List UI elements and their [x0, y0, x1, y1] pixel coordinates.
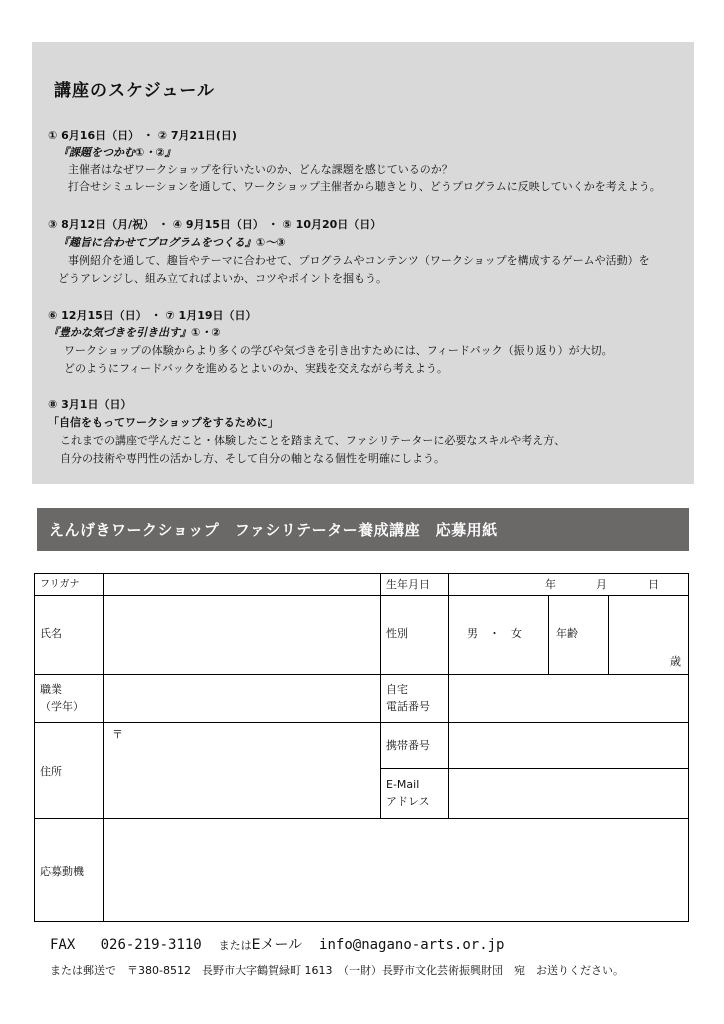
form-border [688, 573, 689, 922]
birth-day-unit: 日 [648, 578, 659, 591]
email-address: info@nagano-arts.or.jp [319, 937, 505, 953]
session-desc-1a: 主催者はなぜワークショップを行いたいのか、どんな課題を感じているのか？ [68, 163, 453, 176]
form-border [34, 573, 35, 922]
postal-mark: 〒 [112, 728, 123, 741]
name-label: 氏名 [40, 627, 62, 640]
form-rule [380, 768, 689, 769]
motivation-label: 応募動機 [40, 865, 84, 878]
mobile-label: 携帯番号 [386, 739, 430, 752]
session-desc-4a: これまでの講座で学んだこと・体験したことを踏まえて、ファシリテーターに必要なスキルや考え方、 [60, 434, 566, 447]
session-desc-2b: どうアレンジし、組み立てればよいか、コツやポイントを掴もう。 [58, 272, 388, 285]
session-theme-1: 『課題をつかむ①・②』 [58, 146, 176, 159]
schedule-title: 講座のスケジュール [54, 81, 215, 101]
address-label: 住所 [40, 765, 62, 778]
session-desc-4b: 自分の技術や専門性の活かし方、そして自分の軸となる個性を明確にしよう。 [60, 452, 445, 465]
session-dates-1: ① 6月16日（日） ・ ② 7月21日(日) [48, 129, 237, 142]
form-rule [548, 595, 549, 675]
gender-label: 性別 [386, 627, 408, 640]
form-rule [103, 573, 104, 922]
grade-label: （学年） [40, 700, 84, 713]
form-rule [608, 595, 609, 675]
age-unit: 歳 [670, 655, 681, 668]
session-dates-2: ③ 8月12日（月/祝） ・ ④ 9月15日（日） ・ ⑤ 10月20日（日） [48, 218, 382, 231]
session-desc-2a: 事例紹介を通して、趣旨やテーマに合わせて、プログラムやコンテンツ（ワークショップを構成するゲームや活動）を [68, 254, 650, 267]
occupation-label: 職業 [40, 683, 62, 696]
form-border [34, 573, 689, 574]
session-desc-3a: ワークショップの体験からより多くの学びや気づきを引き出すためには、フィードバック（振り返り）が大切。 [64, 344, 613, 357]
form-rule [380, 573, 381, 819]
session-dates-3: ⑥ 12月15日（日） ・ ⑦ 1月19日（日） [48, 309, 257, 322]
birthdate-label: 生年月日 [386, 578, 430, 591]
banner-title: えんげきワークショップ ファシリテーター養成講座 応募用紙 [49, 521, 498, 539]
form-rule [34, 595, 689, 596]
form-border [34, 921, 689, 922]
session-theme-4: 「自信をもってワークショップをするために」 [48, 416, 279, 429]
birth-month-unit: 月 [596, 578, 607, 591]
fax-contact-line [50, 934, 504, 954]
gender-options: 男 ・ 女 [467, 627, 522, 640]
home-phone-label-2: 電話番号 [386, 700, 430, 713]
email-label-2: アドレス [386, 795, 430, 808]
session-desc-3b: どのようにフィードバックを進めるとよいのか、実践を交えながら考えよう。 [64, 362, 448, 375]
form-rule [448, 573, 449, 819]
home-phone-label-1: 自宅 [386, 683, 408, 696]
mail-contact-line: または郵送で 〒380-8512 長野市大字鶴賀緑町 1613 （一財）長野市文化芸術振興財団 宛 お送りください。 [50, 964, 624, 977]
or-text: または [218, 939, 252, 952]
form-rule [34, 674, 689, 675]
fax-number: 026-219-3110 [100, 937, 202, 953]
session-theme-2: 『趣旨に合わせてプログラムをつくる』①〜③ [58, 236, 286, 249]
email-label-1: E-Mail [386, 778, 420, 791]
form-rule [34, 818, 689, 819]
session-theme-3: 『豊かな気づきを引き出す』①・② [48, 326, 221, 339]
birth-year-unit: 年 [545, 578, 556, 591]
form-rule [34, 722, 689, 723]
session-dates-4: ⑧ 3月1日（日） [48, 398, 132, 411]
fax-label: FAX [50, 937, 76, 953]
age-label: 年齢 [556, 627, 578, 640]
email-label: Eメール [251, 937, 303, 953]
session-desc-1b: 打合せシミュレーションを通して、ワークショップ主催者から聴きとり、どうプログラムに反映していくかを考えよう。 [68, 180, 661, 193]
furigana-label: フリガナ [40, 579, 80, 590]
